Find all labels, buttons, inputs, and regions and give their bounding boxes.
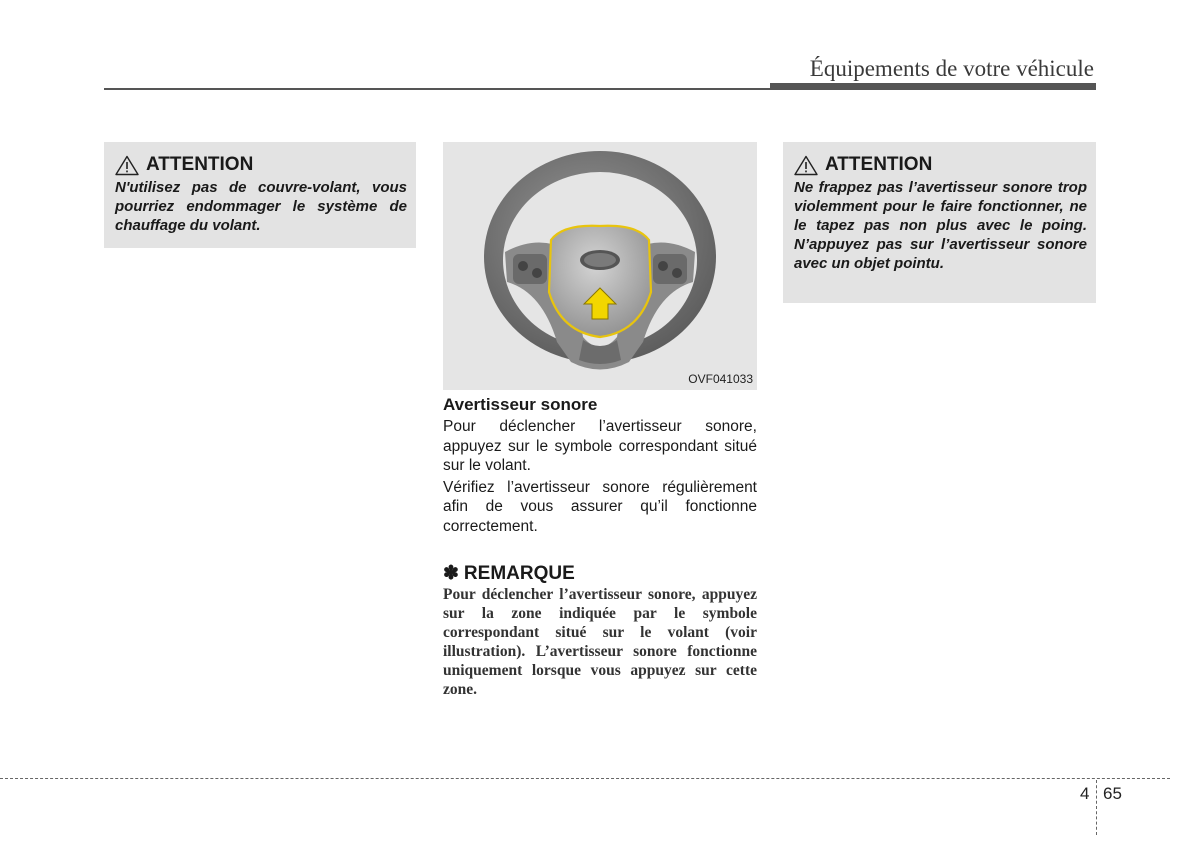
attention-heading <box>115 154 407 176</box>
section-title: Avertisseur sonore <box>443 395 598 414</box>
chapter-number: 4 <box>1080 784 1090 803</box>
header-rule-accent <box>770 83 1096 89</box>
footer-divider <box>1096 780 1097 835</box>
remark-heading <box>443 563 757 585</box>
attention-title: ATTENTION <box>825 154 933 175</box>
remark-symbol-icon: ✽ <box>443 563 459 584</box>
horn-paragraph-2: Vérifiez l’avertisseur sonore régulièrement afin de vous assurer qu’il fonctionne correctement. <box>443 478 757 535</box>
attention-box-horn <box>783 142 1096 303</box>
attention-heading <box>794 154 1087 176</box>
attention-box-cover <box>104 142 416 248</box>
steering-wheel-figure <box>443 142 757 390</box>
attention-text: N'utilisez pas de couvre-volant, vous pourriez endommager le système de chauffage du volant. <box>115 179 407 234</box>
horn-paragraph-1: Pour déclencher l’avertisseur sonore, appuyez sur le symbole correspondant situé sur le volant. <box>443 418 757 474</box>
remark-title: REMARQUE <box>463 563 575 584</box>
horn-section <box>443 395 757 699</box>
warning-triangle-icon <box>115 155 139 176</box>
page-header-title: Équipements de votre véhicule <box>809 56 1094 81</box>
page-number: 65 <box>1103 784 1122 803</box>
warning-triangle-icon <box>794 155 818 176</box>
attention-title: ATTENTION <box>146 154 254 175</box>
remark-text: Pour déclencher l’avertisseur sonore, appuyez sur la zone indiquée par le symbole correspondant situé sur le volant (voir illustration). L’avertisseur sonore fonctionne uniquement lorsque vous appuyez sur cette zone. <box>443 586 757 698</box>
steering-wheel-illustration <box>443 142 757 390</box>
figure-code: OVF041033 <box>688 372 753 386</box>
attention-text: Ne frappez pas l’avertisseur sonore trop violemment pour le faire fonctionner, ne le tapez pas non plus avec le poing. N’appuyez pas sur l’avertisseur sonore avec un objet pointu. <box>794 179 1087 272</box>
footer-rule <box>0 778 1170 779</box>
